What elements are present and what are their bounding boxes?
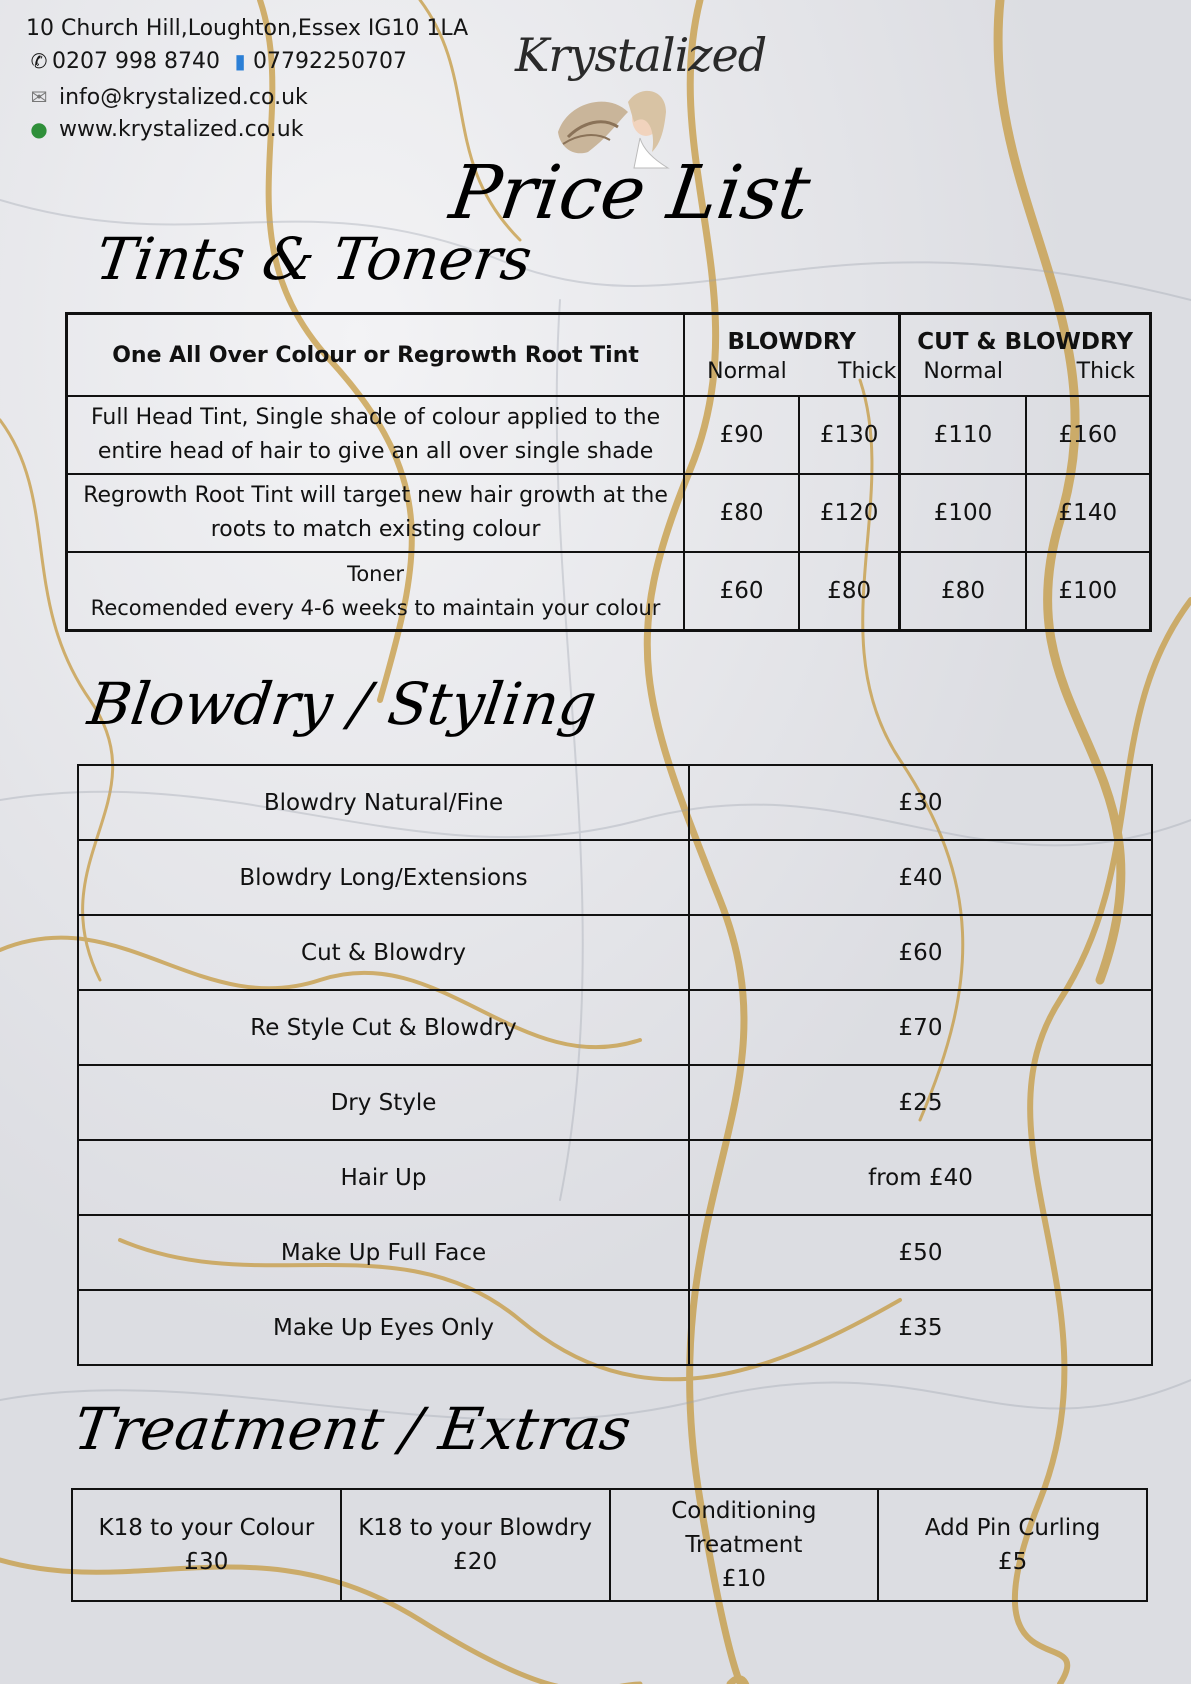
service-name: Cut & Blowdry [78,915,689,990]
phone-line [26,46,407,77]
service-name: Make Up Full Face [78,1215,689,1290]
service-name: Make Up Eyes Only [78,1290,689,1365]
table-row [78,1215,1152,1290]
price-cell: £120 [799,474,900,552]
website-link[interactable]: www.krystalized.co.uk [59,117,304,142]
price-cell: £70 [689,990,1152,1065]
phone-number[interactable]: 0207 998 8740 [52,49,220,74]
service-name: Dry Style [78,1065,689,1140]
price-cell: £50 [689,1215,1152,1290]
tints-table [65,312,1152,632]
table-row [78,1290,1152,1365]
cut-blowdry-group-header [900,314,1151,397]
treatment-item: Add Pin Curling £5 [878,1489,1147,1601]
table-row [67,474,1151,552]
mobile-icon: ▮ [234,49,246,73]
price-cell: £80 [799,552,900,630]
price-cell: £100 [900,474,1026,552]
service-description: Regrowth Root Tint will target new hair growth at the roots to match existing colour [67,474,685,552]
service-name: Re Style Cut & Blowdry [78,990,689,1065]
table-row [78,1065,1152,1140]
table-row [78,915,1152,990]
tints-header-label: One All Over Colour or Regrowth Root Tint [67,314,685,397]
thick-label: Thick [1076,358,1135,384]
treatment-item: K18 to your Colour £30 [72,1489,341,1601]
blowdry-heading: Blowdry / Styling [84,670,601,738]
cut-blowdry-group-title: CUT & BLOWDRY [917,328,1134,355]
table-row [78,1140,1152,1215]
blowdry-table [77,764,1153,1366]
normal-label: Normal [707,358,787,384]
table-row [67,552,1151,630]
price-cell: £80 [900,552,1026,630]
treatment-table [71,1488,1148,1602]
website-line [26,114,303,145]
price-cell: £30 [689,765,1152,840]
table-row [78,990,1152,1065]
service-description: Full Head Tint, Single shade of colour applied to the entire head of hair to give an all over single shade [67,396,685,474]
price-cell: £110 [900,396,1026,474]
phone-icon: ✆ [30,49,48,73]
table-row [67,396,1151,474]
price-cell: £60 [689,915,1152,990]
email-line [26,82,308,113]
price-cell: £140 [1026,474,1151,552]
table-row [78,765,1152,840]
price-cell: £25 [689,1065,1152,1140]
price-cell: £160 [1026,396,1151,474]
page-title: Price List [445,150,816,236]
price-cell: £40 [689,840,1152,915]
price-cell: £100 [1026,552,1151,630]
email-icon: ✉ [30,85,48,109]
treatment-item: K18 to your Blowdry £20 [341,1489,610,1601]
price-cell: £80 [684,474,799,552]
price-cell: £130 [799,396,900,474]
brand-name: Krystalized [515,28,767,82]
price-cell: £35 [689,1290,1152,1365]
price-cell: from £40 [689,1140,1152,1215]
service-description: Toner Recomended every 4-6 weeks to maintain your colour [67,552,685,630]
tints-heading: Tints & Toners [92,225,536,293]
blowdry-group-header [684,314,900,397]
mobile-number[interactable]: 07792250707 [252,49,407,74]
price-cell: £90 [684,396,799,474]
normal-label: Normal [923,358,1003,384]
service-name: Blowdry Long/Extensions [78,840,689,915]
table-row [72,1489,1147,1601]
treatment-item: Conditioning Treatment £10 [610,1489,879,1601]
tints-header-row [67,314,1151,397]
service-name: Hair Up [78,1140,689,1215]
price-cell: £60 [684,552,799,630]
globe-icon: ● [30,117,48,141]
service-name: Blowdry Natural/Fine [78,765,689,840]
blowdry-group-title: BLOWDRY [727,328,856,355]
treatment-heading: Treatment / Extras [70,1395,636,1463]
thick-label: Thick [838,358,897,384]
address: 10 Church Hill,Loughton,Essex IG10 1LA [26,16,469,41]
table-row [78,840,1152,915]
email-link[interactable]: info@krystalized.co.uk [59,85,308,110]
